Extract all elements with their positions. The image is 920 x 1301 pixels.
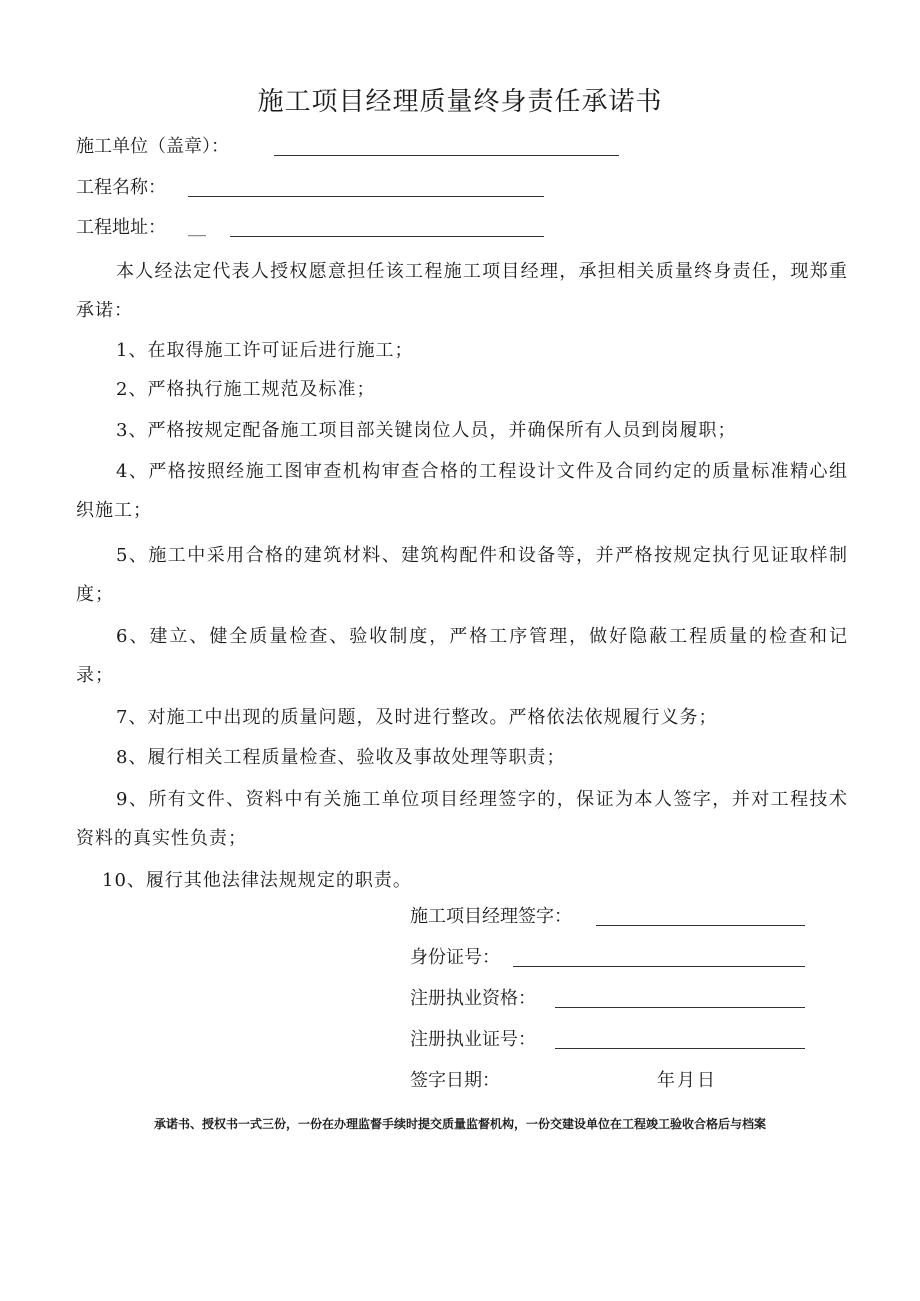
sign-date-value: 年月日 xyxy=(657,1070,717,1091)
id-number-line xyxy=(513,966,805,967)
manager-signature-label: 施工项目经理签字： xyxy=(410,906,572,927)
project-address-prefix-blank: __ xyxy=(188,216,206,237)
license-number-line xyxy=(555,1048,805,1049)
construction-unit-label: 施工单位（盖章）： xyxy=(76,136,229,157)
commitment-item: 5、施工中采用合格的建筑材料、建筑构配件和设备等，并严格按规定执行见证取样制度； xyxy=(76,545,848,605)
project-address-label: 工程地址： xyxy=(76,217,166,238)
commitment-item: 6、建立、健全质量检查、验收制度，严格工序管理，做好隐蔽工程质量的检查和记录； xyxy=(76,626,848,686)
license-number-label: 注册执业证号： xyxy=(410,1029,536,1050)
qualification-line xyxy=(555,1007,805,1008)
project-name-label: 工程名称： xyxy=(76,177,166,198)
construction-unit-line xyxy=(274,155,619,156)
commitment-item: 10、履行其他法律法规规定的职责。 xyxy=(102,870,412,891)
commitment-item: 1、在取得施工许可证后进行施工； xyxy=(116,340,414,361)
commitment-item: 3、严格按规定配备施工项目部关键岗位人员，并确保所有人员到岗履职； xyxy=(116,420,737,441)
id-number-label: 身份证号： xyxy=(410,947,500,968)
commitment-item: 2、严格执行施工规范及标准； xyxy=(116,379,376,400)
footnote: 承诺书、授权书一式三份，一份在办理监督手续时提交质量监督机构，一份交建设单位在工程竣工验收合格后与档案 xyxy=(153,1117,766,1131)
commitment-item: 7、对施工中出现的质量问题，及时进行整改。严格依法依规履行义务； xyxy=(116,707,718,728)
commitment-item: 9、所有文件、资料中有关施工单位项目经理签字的，保证为本人签字，并对工程技术资料的真实性负责； xyxy=(76,789,848,849)
commitment-item: 4、严格按照经施工图审查机构审查合格的工程设计文件及合同约定的质量标准精心组织施工； xyxy=(76,461,848,521)
sign-date-label: 签字日期： xyxy=(410,1070,500,1091)
document-title: 施工项目经理质量终身责任承诺书 xyxy=(257,87,663,117)
project-name-line xyxy=(188,196,544,197)
manager-signature-line xyxy=(596,925,805,926)
commitment-item: 8、履行相关工程质量检查、验收及事故处理等职责； xyxy=(116,747,566,768)
qualification-label: 注册执业资格： xyxy=(410,988,536,1009)
project-address-line xyxy=(230,236,544,237)
intro-paragraph: 本人经法定代表人授权愿意担任该工程施工项目经理，承担相关质量终身责任，现郑重承诺： xyxy=(76,261,848,321)
